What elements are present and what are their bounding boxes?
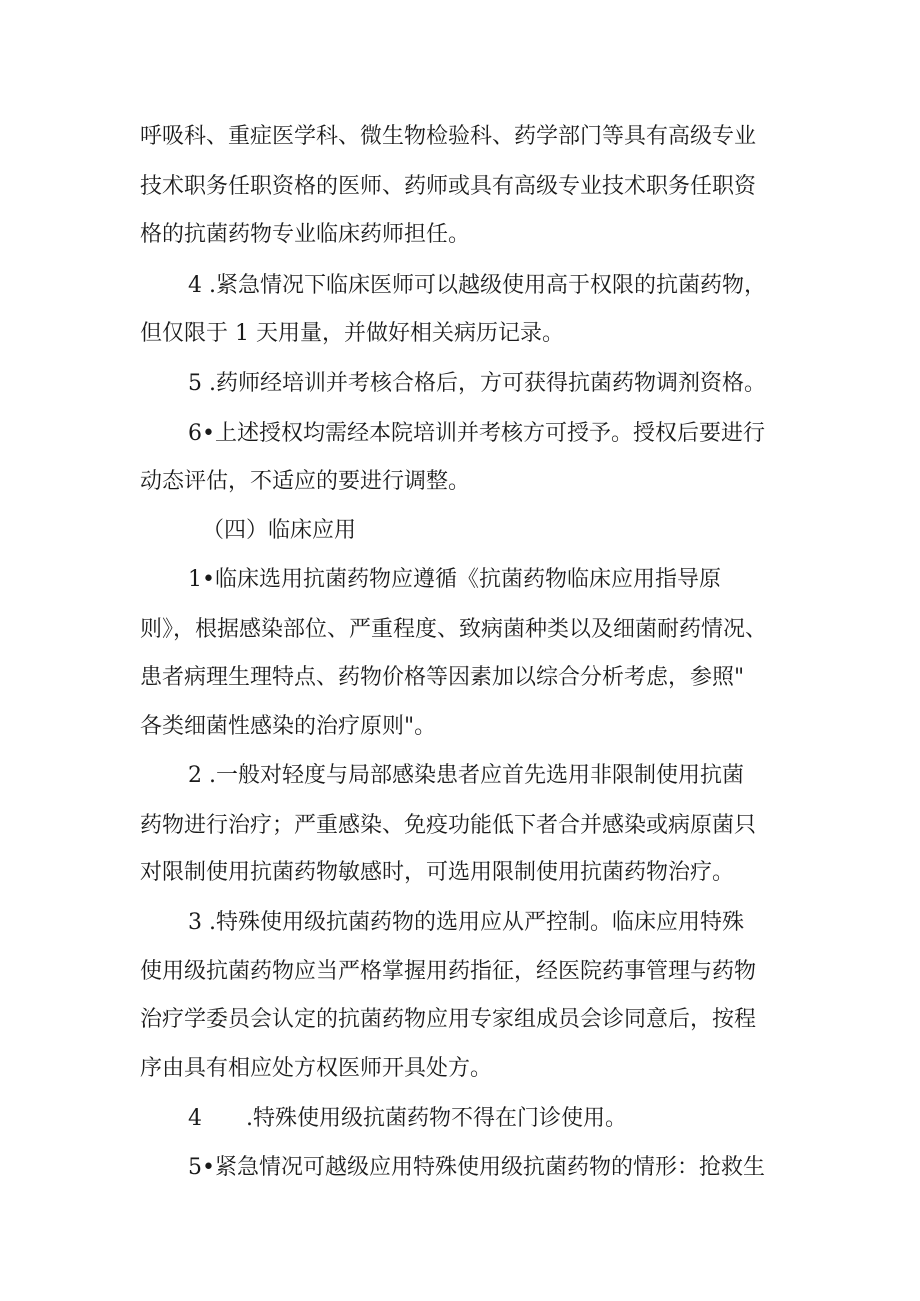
text-line: 患者病理生理特点、药物价格等因素加以综合分析考虑，参照"	[140, 665, 745, 690]
text-line: 治疗学委员会认定的抗菌药物应用专家组成员会诊同意后，按程	[140, 1007, 757, 1032]
text-line: 各类细菌性感染的治疗原则"。	[140, 714, 437, 739]
text-line: 使用级抗菌药物应当严格掌握用药指征，经医院药事管理与药物	[140, 959, 757, 984]
paragraph-line: 1•临床选用抗菌药物应遵循《抗菌药物临床应用指导原	[188, 567, 721, 592]
paragraph-line: 5 .药师经培训并考核合格后，方可获得抗菌药物调剂资格。	[188, 371, 766, 396]
paragraph-line: 2 .一般对轻度与局部感染患者应首先选用非限制使用抗菌	[188, 763, 744, 788]
text-line: 则》，根据感染部位、严重程度、致病菌种类以及细菌耐药情况、	[140, 617, 768, 642]
paragraph-line: 5•紧急情况可越级应用特殊使用级抗菌药物的情形：抢救生	[188, 1155, 765, 1180]
text-line: 序由具有相应处方权医师开具处方。	[140, 1056, 493, 1081]
text-line: 技术职务任职资格的医师、药师或具有高级专业技术职务任职资	[140, 174, 757, 199]
section-heading: （四）临床应用	[202, 518, 357, 543]
text-line: 药物进行治疗；严重感染、免疫功能低下者合并感染或病原菌只	[140, 813, 757, 838]
paragraph-line: 3 .特殊使用级抗菌药物的选用应从严控制。临床应用特殊	[188, 910, 744, 935]
paragraph-line: 6•上述授权均需经本院培训并考核方可授予。授权后要进行	[188, 421, 765, 446]
text-line: 但仅限于 1 天用量，并做好相关病历记录。	[140, 321, 564, 346]
paragraph-line: 4 .紧急情况下临床医师可以越级使用高于权限的抗菌药物，	[188, 273, 766, 298]
text-line: 格的抗菌药物专业临床药师担任。	[140, 222, 471, 247]
text-line: 对限制使用抗菌药物敏感时，可选用限制使用抗菌药物治疗。	[140, 860, 735, 885]
text-line: 呼吸科、重症医学科、微生物检验科、药学部门等具有高级专业	[140, 124, 757, 149]
text-line: 动态评估，不适应的要进行调整。	[140, 469, 471, 494]
paragraph-line: 4 .特殊使用级抗菌药物不得在门诊使用。	[188, 1106, 627, 1131]
